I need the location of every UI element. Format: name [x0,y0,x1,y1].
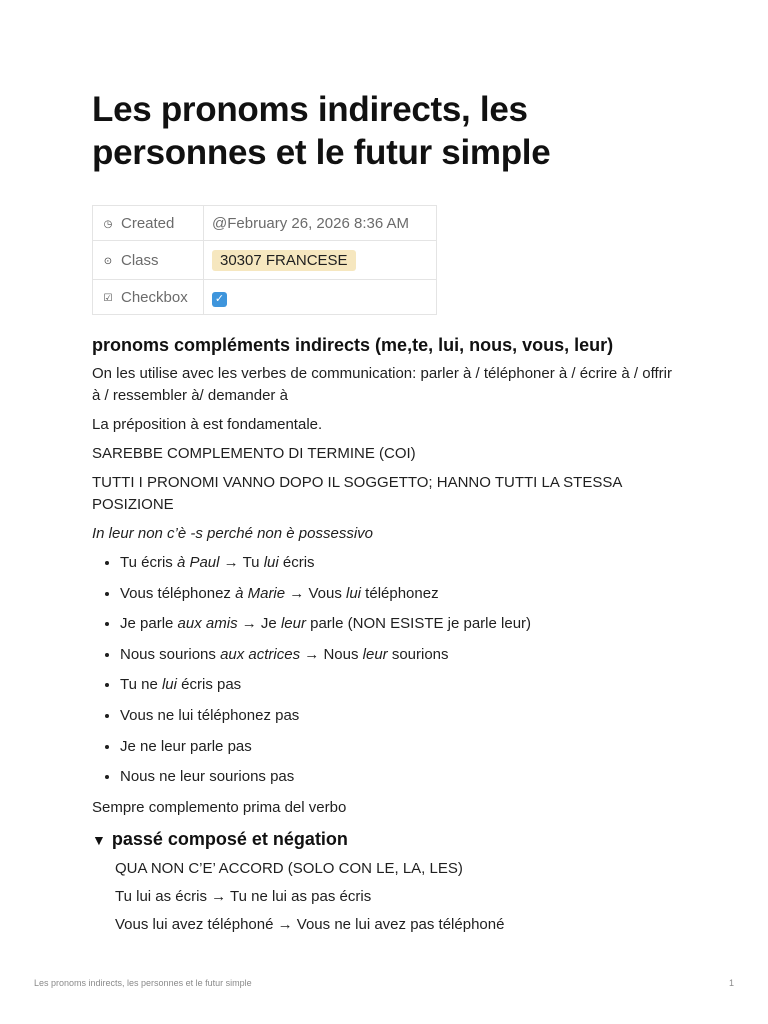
checkbox-checked[interactable]: ✓ [212,292,227,307]
page-footer [34,978,734,988]
checkbox-icon: ☑ [103,292,113,304]
list-item: • Nous sourions aux actrices → Nous leur sourions [120,644,682,666]
footer-title: Les pronoms indirects, les personnes et le futur simple [34,978,252,988]
paragraph: QUA NON C’E’ ACCORD (SOLO CON LE, LA, LES) [115,859,463,877]
toggle-heading-label: passé composé et négation [111,828,348,849]
list-item: • Tu ne lui écris pas [120,674,682,696]
paragraph: SAREBBE COMPLEMENTO DI TERMINE (COI) [92,445,416,462]
toggle-heading[interactable] [92,827,682,852]
property-created [93,206,437,241]
paragraph-italic: In leur non c’è -s perché non è possessivo [92,525,373,542]
property-key: Checkbox [121,288,188,306]
paragraph: Sempre complemento prima del verbo [92,798,347,816]
paragraph: La préposition à est fondamentale. [92,416,323,433]
page-number: 1 [728,978,734,988]
property-class [93,241,437,280]
document-page [92,88,682,942]
bullet-list [92,552,682,788]
toggle-content [92,858,682,936]
paragraph: On les utilise avec les verbes de communication: parler à / téléphoner à / écrire à / offrir à / ressembler à/ demander à [92,365,672,404]
list-item: • Vous ne lui téléphonez pas [120,705,682,727]
property-key: Class [121,251,159,269]
list-item: • Je ne leur parle pas [120,736,682,758]
property-checkbox [93,280,437,315]
property-value[interactable]: @February 26, 2026 8:36 AM [204,206,437,241]
paragraph: TUTTI I PRONOMI VANNO DOPO IL SOGGETTO; HANNO TUTTI LA STESSA POSIZIONE [92,474,622,513]
clock-icon: ◷ [103,218,113,230]
target-icon: ⊙ [103,255,113,267]
list-item: • Je parle aux amis → Je leur parle (NON ESISTE je parle leur) [120,613,682,635]
class-tag[interactable]: 30307 FRANCESE [212,250,356,271]
section-heading: pronoms compléments indirects (me,te, lui, nous, vous, leur) [92,335,614,355]
property-key: Created [121,214,175,232]
paragraph: Tu lui as écris → Tu ne lui as pas écris [115,887,372,905]
list-item: • Vous téléphonez à Marie → Vous lui téléphonez [120,583,682,605]
list-item: • Nous ne leur sourions pas [120,766,682,788]
paragraph: Vous lui avez téléphoné → Vous ne lui avez pas téléphoné [115,915,505,933]
page-title: Les pronoms indirects, les personnes et le futur simple [92,90,551,172]
triangle-down-icon[interactable]: ▼ [92,831,106,848]
list-item: • Tu écris à Paul → Tu lui écris [120,552,682,574]
properties-table [92,205,437,315]
